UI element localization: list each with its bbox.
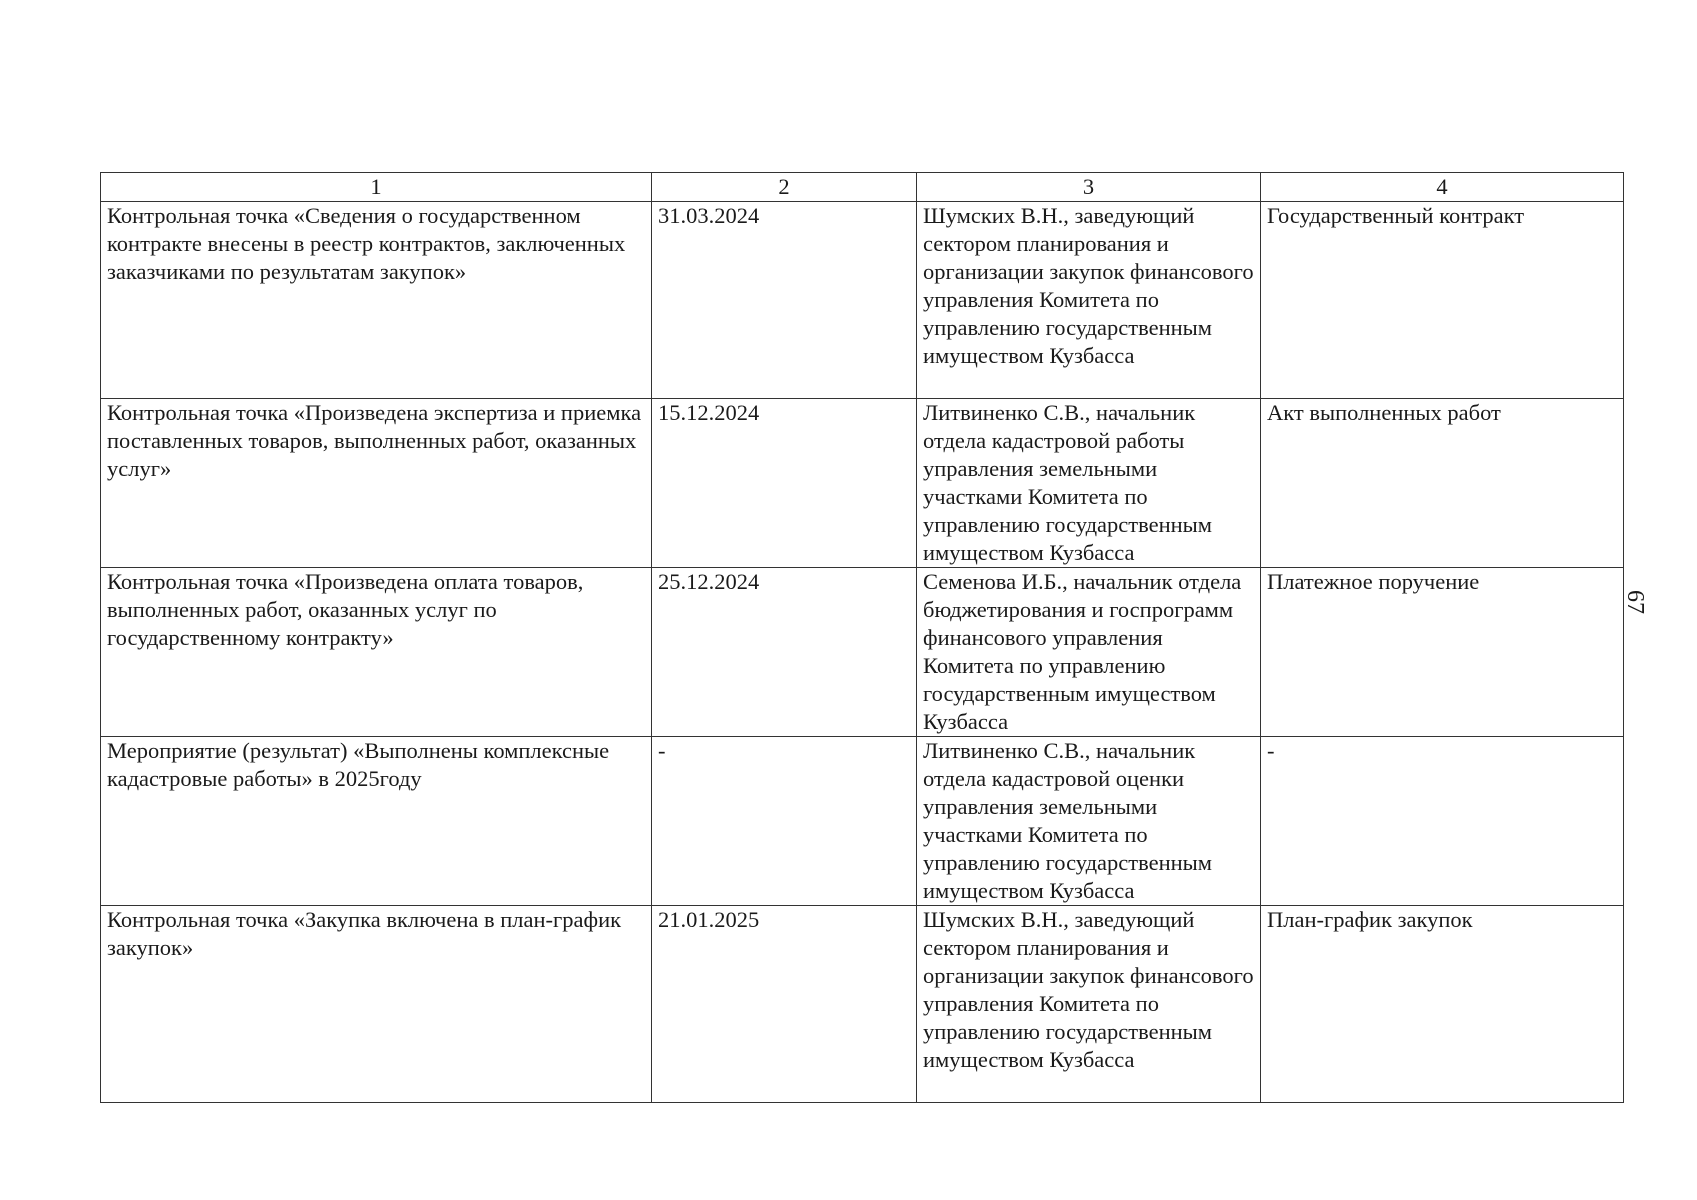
cell-name: Контрольная точка «Произведена экспертиза и приемка поставленных товаров, выполненных работ, оказанных услуг» (101, 399, 652, 568)
table-row (101, 737, 1624, 906)
table-row (101, 399, 1624, 568)
cell-responsible: Литвиненко С.В., начальник отдела кадастровой оценки управления земельными участками Комитета по управлению государственным имуществом Кузбасса (917, 737, 1261, 906)
table-row (101, 202, 1624, 399)
cell-name: Контрольная точка «Произведена оплата товаров, выполненных работ, оказанных услуг по государственному контракту» (101, 568, 652, 737)
cell-responsible: Шумских В.Н., заведующий сектором планирования и организации закупок финансового управления Комитета по управлению государственным имуществом Кузбасса (917, 906, 1261, 1103)
column-header-4: 4 (1261, 173, 1624, 202)
cell-date: 31.03.2024 (652, 202, 917, 399)
header-row (101, 173, 1624, 202)
table-row (101, 568, 1624, 737)
page-number: 67 (1622, 590, 1648, 614)
cell-responsible: Литвиненко С.В., начальник отдела кадастровой работы управления земельными участками Комитета по управлению государственным имуществом Кузбасса (917, 399, 1261, 568)
table-row (101, 906, 1624, 1103)
cell-document: План-график закупок (1261, 906, 1624, 1103)
cell-name: Контрольная точка «Закупка включена в план-график закупок» (101, 906, 652, 1103)
column-header-2: 2 (652, 173, 917, 202)
column-header-1: 1 (101, 173, 652, 202)
cell-date: - (652, 737, 917, 906)
cell-responsible: Шумских В.Н., заведующий сектором планирования и организации закупок финансового управления Комитета по управлению государственным имуществом Кузбасса (917, 202, 1261, 399)
cell-date: 15.12.2024 (652, 399, 917, 568)
cell-name: Мероприятие (результат) «Выполнены комплексные кадастровые работы» в 2025году (101, 737, 652, 906)
cell-date: 21.01.2025 (652, 906, 917, 1103)
column-header-3: 3 (917, 173, 1261, 202)
cell-responsible: Семенова И.Б., начальник отдела бюджетирования и госпрограмм финансового управления Комитета по управлению государственным имуществом Кузбасса (917, 568, 1261, 737)
cell-name: Контрольная точка «Сведения о государственном контракте внесены в реестр контрактов, заключенных заказчиками по результатам закупок» (101, 202, 652, 399)
cell-date: 25.12.2024 (652, 568, 917, 737)
control-points-table (100, 172, 1624, 1103)
cell-document: Государственный контракт (1261, 202, 1624, 399)
cell-document: Платежное поручение (1261, 568, 1624, 737)
cell-document: Акт выполненных работ (1261, 399, 1624, 568)
cell-document: - (1261, 737, 1624, 906)
